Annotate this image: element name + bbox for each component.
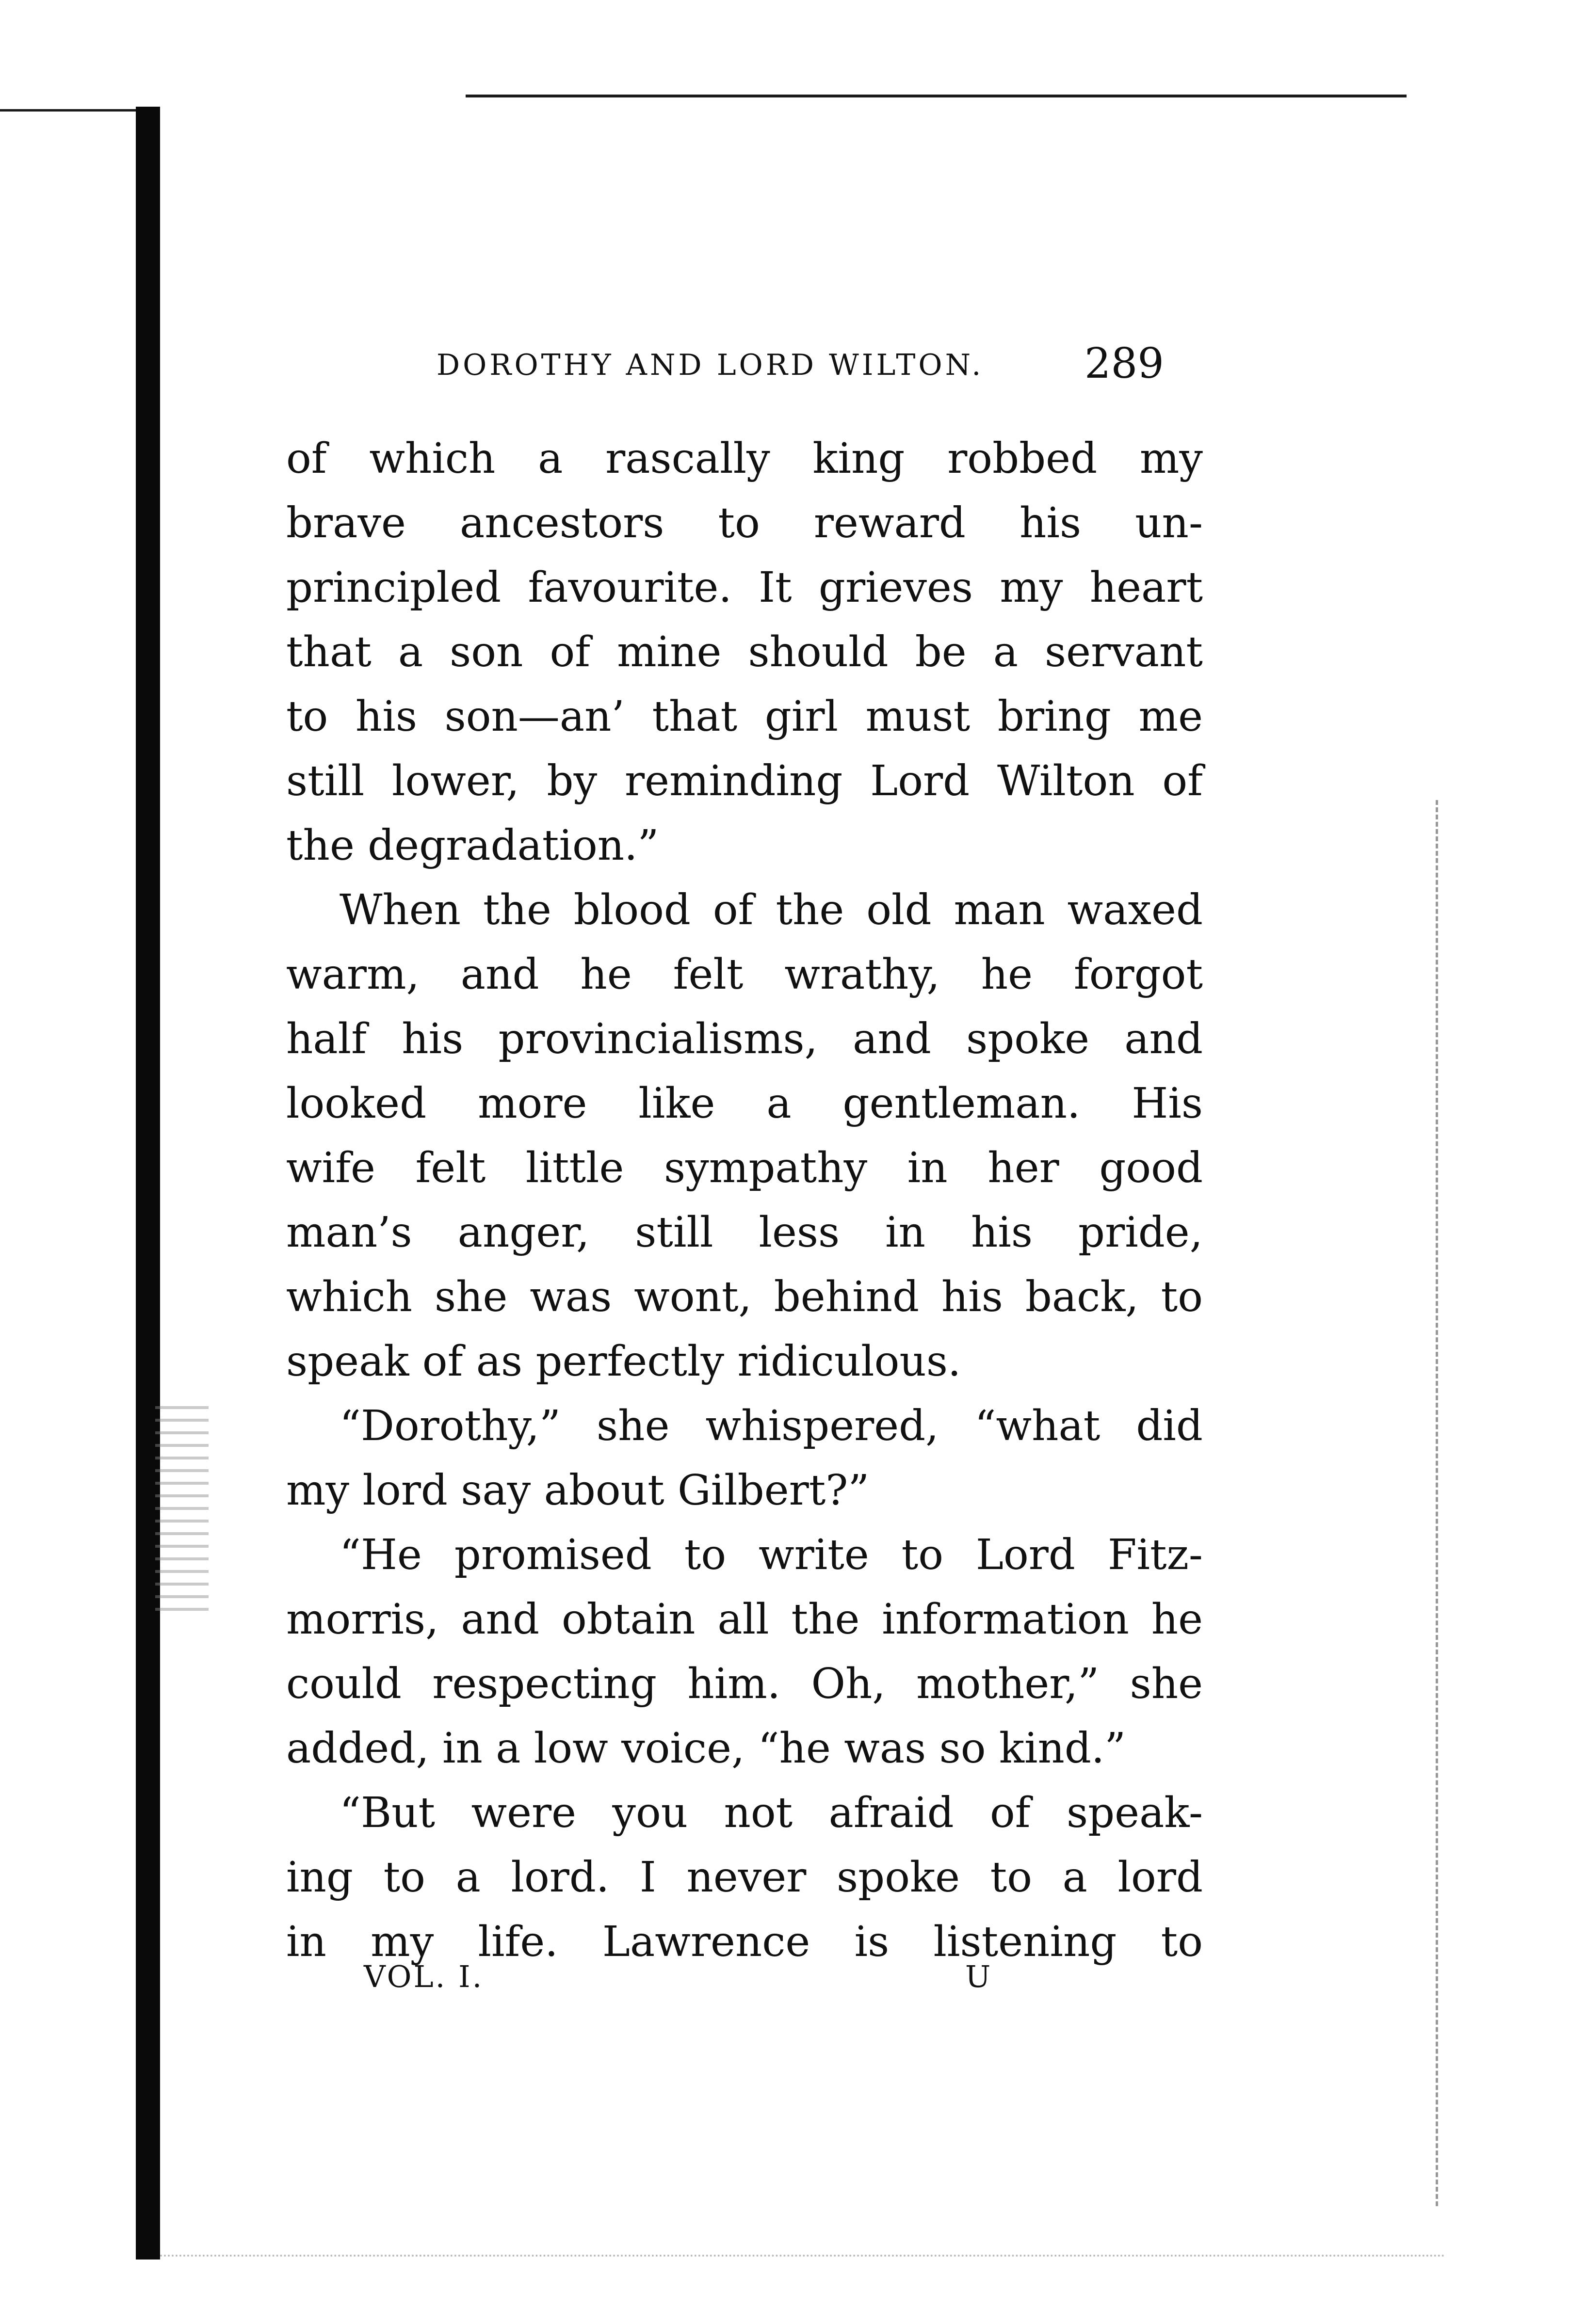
text-line: brave ancestors to reward his un-	[286, 499, 1203, 547]
paragraph-first-line: “But were you not afraid of speak-	[340, 1789, 1203, 1837]
text-line: ing to a lord. I never spoke to a lord	[286, 1853, 1203, 1902]
binding-shadow	[136, 107, 160, 2260]
text-line: added, in a low voice, “he was so kind.”	[286, 1724, 1126, 1773]
text-line: looked more like a gentleman. His	[286, 1079, 1203, 1128]
text-line: that a son of mine should be a servant	[286, 628, 1203, 676]
text-line: could respecting him. Oh, mother,” she	[286, 1660, 1203, 1708]
text-line: half his provincialisms, and spoke and	[286, 1015, 1203, 1063]
scan-edge-bottom	[160, 2255, 1445, 2259]
text-line: speak of as perfectly ridiculous.	[286, 1337, 961, 1386]
text-line: man’s anger, still less in his pride,	[286, 1208, 1203, 1257]
text-line: my lord say about Gilbert?”	[286, 1466, 870, 1515]
text-line: warm, and he felt wrathy, he forgot	[286, 950, 1203, 999]
text-line: wife felt little sympathy in her good	[286, 1144, 1203, 1192]
text-line: in my life. Lawrence is listening to	[286, 1918, 1203, 1966]
text-line: principled favourite. It grieves my heart	[286, 563, 1203, 612]
signature-mark: U	[965, 1959, 991, 1994]
scan-edge-rule-top	[466, 95, 1407, 97]
text-line: the degradation.”	[286, 821, 659, 870]
text-line: still lower, by reminding Lord Wilton of	[286, 757, 1203, 805]
running-title: DOROTHY AND LORD WILTON.	[437, 348, 984, 382]
paragraph-first-line: When the blood of the old man waxed	[340, 886, 1203, 934]
scan-edge-right	[1436, 800, 1441, 2206]
paragraph-first-line: “He promised to write to Lord Fitz-	[340, 1531, 1203, 1579]
running-head	[437, 339, 1164, 393]
text-line: of which a rascally king robbed my	[286, 434, 1203, 483]
text-line: morris, and obtain all the information he	[286, 1595, 1203, 1644]
scan-edge-rule-left	[0, 109, 141, 112]
page-number: 289	[1084, 339, 1164, 388]
paragraph-first-line: “Dorothy,” she whispered, “what did	[340, 1402, 1203, 1450]
body-text	[286, 427, 1203, 1974]
text-line: to his son—an’ that girl must bring me	[286, 692, 1203, 741]
volume-signature: VOL. I.	[364, 1959, 484, 1994]
text-line: which she was wont, behind his back, to	[286, 1273, 1203, 1321]
margin-smudge	[155, 1406, 209, 1615]
